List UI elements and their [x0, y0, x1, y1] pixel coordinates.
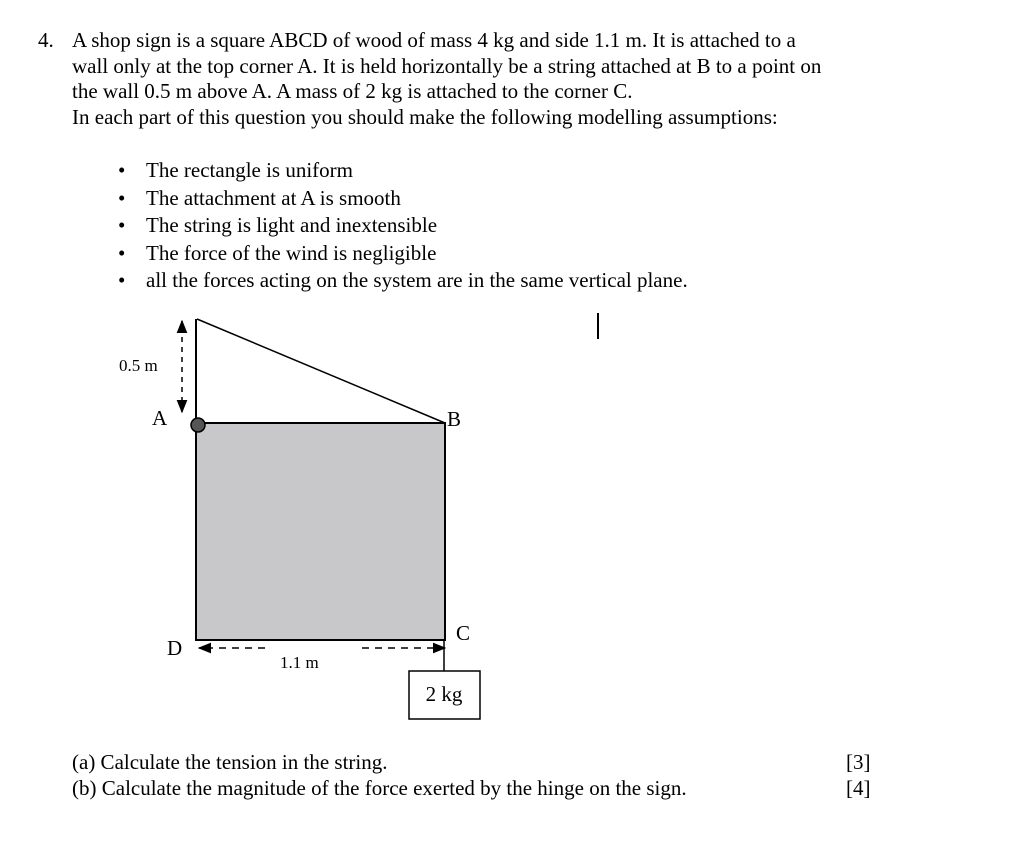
assumption-text: The force of the wind is negligible — [146, 240, 437, 265]
mass-label: 2 kg — [425, 682, 463, 706]
assumption-text: all the forces acting on the system are in the same vertical plane. — [146, 268, 688, 292]
bullet-icon: • — [118, 185, 126, 210]
string-line — [197, 319, 445, 423]
corner-a-label: A — [152, 406, 168, 430]
corner-c-label: C — [456, 621, 471, 645]
corner-b-label: B — [447, 407, 462, 431]
part-a-question: (a) Calculate the tension in the string. — [72, 750, 388, 774]
part-b-marks: [4] — [846, 776, 871, 800]
bullet-icon: • — [118, 240, 126, 265]
question-line: wall only at the top corner A. It is held horizontally be a string attached at B to a point on — [72, 53, 822, 78]
hinge-icon — [191, 418, 205, 432]
height-label: 0.5 m — [119, 356, 158, 375]
part-b-question: (b) Calculate the magnitude of the force exerted by the hinge on the sign. — [72, 776, 687, 800]
assumption-text: The attachment at A is smooth — [146, 185, 401, 210]
part-a-marks: [3] — [846, 750, 871, 774]
corner-d-label: D — [167, 636, 183, 660]
sign-square — [196, 423, 445, 640]
question-line: A shop sign is a square ABCD of wood of mass 4 kg and side 1.1 m. It is attached to a — [72, 28, 796, 52]
question-line: In each part of this question you should make the following modelling assumptions: — [72, 104, 778, 129]
bullet-icon: • — [118, 158, 126, 182]
bullet-icon: • — [118, 268, 126, 292]
assumption-text: The rectangle is uniform — [146, 158, 354, 182]
question-line: the wall 0.5 m above A. A mass of 2 kg is attached to the corner C. — [72, 79, 633, 103]
width-label: 1.1 m — [280, 653, 319, 672]
bullet-icon: • — [118, 213, 126, 237]
question-number: 4. — [38, 28, 54, 52]
assumption-text: The string is light and inextensible — [146, 213, 438, 237]
